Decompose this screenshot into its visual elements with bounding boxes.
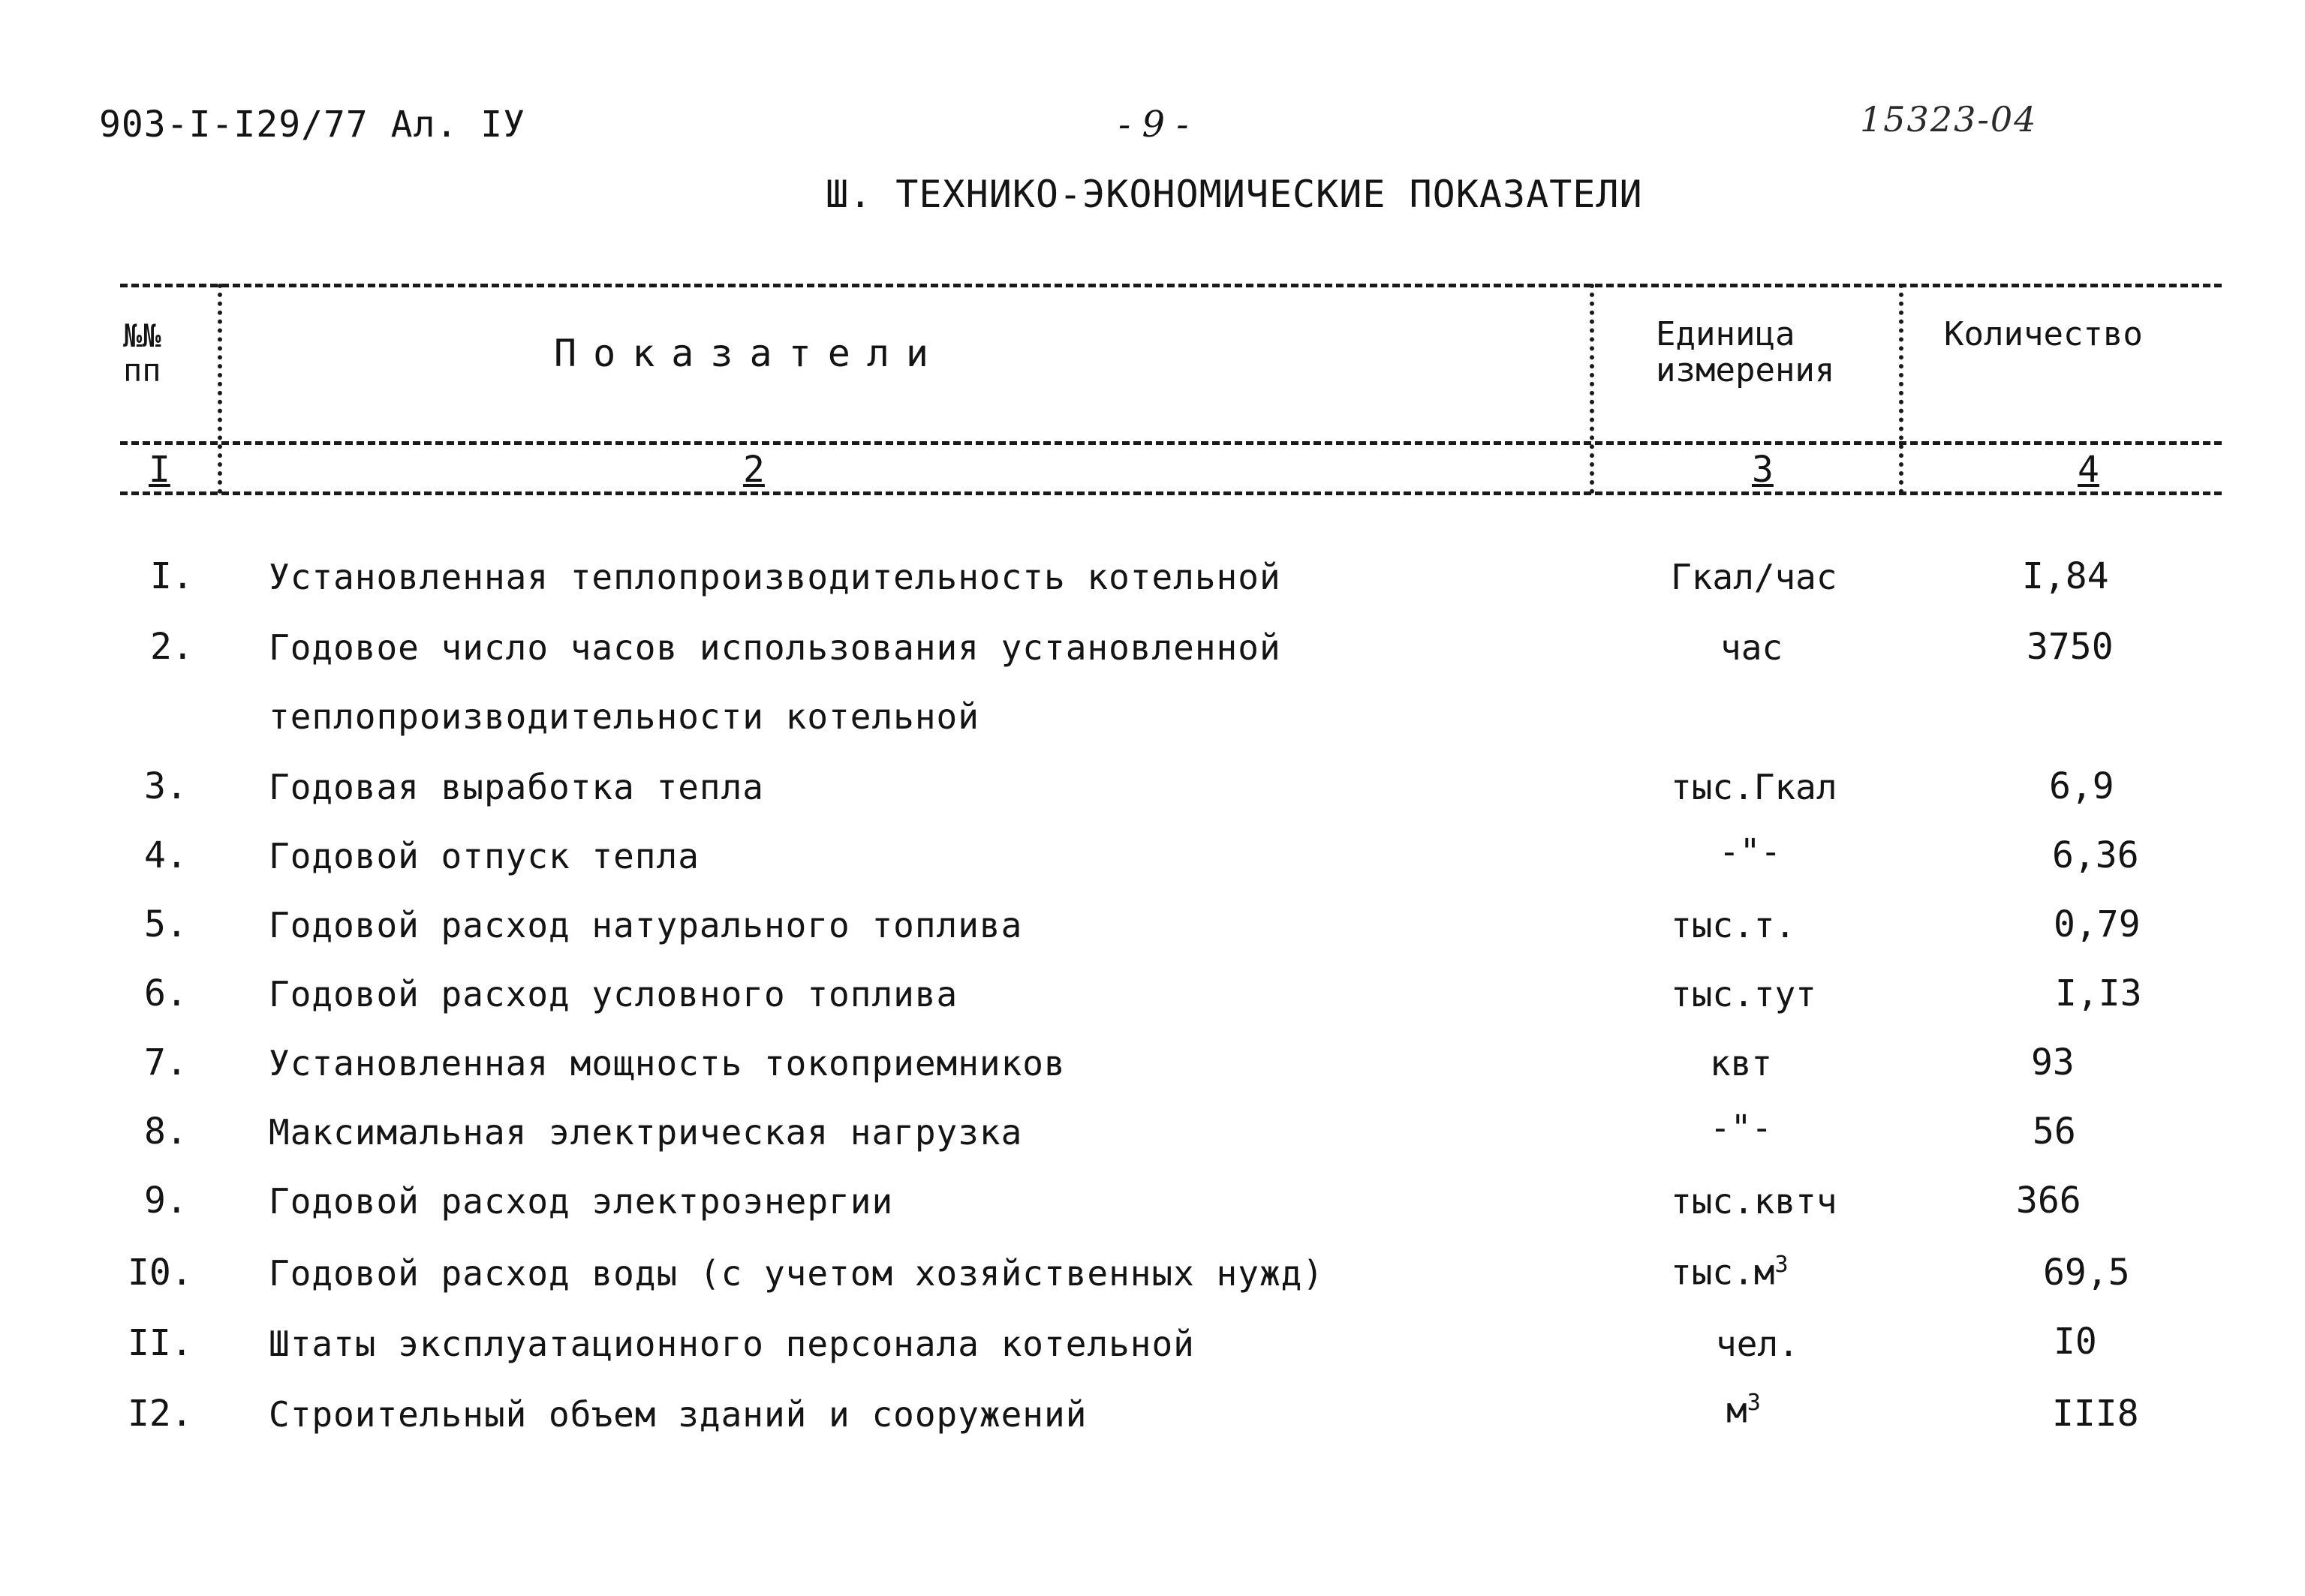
row-indicator: Годовой расход условного топлива: [269, 974, 958, 1014]
row-number: I0.: [128, 1252, 193, 1294]
row-unit: -"-: [1710, 1108, 1773, 1148]
row-unit-text: тыс.м: [1671, 1252, 1775, 1293]
archive-number: 15323-04: [1860, 99, 2038, 140]
row-unit: чел.: [1716, 1324, 1799, 1364]
row-unit: -"-: [1719, 831, 1782, 872]
document-code: 903-I-I29/77 Ал. IУ: [99, 104, 526, 146]
column-number-1: I: [149, 449, 170, 491]
row-quantity: 0,79: [2054, 903, 2141, 945]
column-divider-3: [1899, 284, 1903, 494]
row-indicator: Максимальная электрическая нагрузка: [269, 1112, 1023, 1153]
row-quantity: 56: [2033, 1111, 2076, 1153]
row-number: 9.: [144, 1180, 188, 1222]
column-header-number-line1: №№: [123, 317, 161, 354]
row-quantity: I,I3: [2055, 972, 2142, 1014]
column-header-indicators: Показатели: [554, 332, 946, 375]
row-quantity: 93: [2031, 1041, 2075, 1084]
row-unit: [1726, 1390, 1761, 1430]
row-indicator: Годовой расход натурального топлива: [269, 905, 1023, 945]
row-unit: Гкал/час: [1671, 557, 1837, 597]
section-title: Ш. ТЕХНИКО-ЭКОНОМИЧЕСКИЕ ПОКАЗАТЕЛИ: [826, 173, 1643, 216]
row-indicator: Штаты эксплуатационного персонала котельной: [269, 1324, 1195, 1364]
header-top-rule: [120, 284, 2222, 287]
row-quantity: 69,5: [2043, 1252, 2130, 1294]
row-quantity: 6,9: [2049, 765, 2114, 807]
column-header-unit: [1656, 317, 1834, 389]
row-number: 3.: [144, 765, 188, 807]
row-number: 8.: [144, 1111, 188, 1153]
column-number-4: 4: [2078, 449, 2099, 491]
row-number: II.: [128, 1322, 193, 1364]
row-number: 6.: [144, 972, 188, 1014]
column-divider-1: [218, 284, 222, 494]
row-unit-superscript: 3: [1747, 1390, 1761, 1416]
row-number: 4.: [144, 834, 188, 876]
row-unit: час: [1720, 627, 1783, 668]
column-header-quantity: Количество: [1944, 315, 2143, 353]
row-quantity: 3750: [2027, 626, 2114, 668]
row-unit: квт: [1710, 1043, 1773, 1084]
column-header-unit-line1: Единица: [1656, 315, 1795, 353]
page-number: [1118, 104, 1189, 146]
column-divider-2: [1590, 284, 1594, 494]
row-unit: тыс.тут: [1671, 974, 1816, 1014]
row-quantity: I,84: [2022, 555, 2109, 597]
row-indicator: Годовое число часов использования установленной: [269, 627, 1281, 668]
row-indicator: Строительный объем зданий и сооружений: [269, 1394, 1088, 1435]
row-quantity: 6,36: [2052, 834, 2139, 876]
row-unit-text: м: [1726, 1390, 1747, 1431]
row-unit: тыс.Гкал: [1671, 767, 1837, 807]
row-quantity: I0: [2054, 1321, 2097, 1363]
row-indicator: Установленная мощность токоприемников: [269, 1043, 1066, 1084]
row-indicator: Годовой расход электроэнергии: [269, 1181, 894, 1222]
row-unit-superscript: 3: [1774, 1252, 1789, 1278]
row-indicator-continuation: теплопроизводительности котельной: [269, 696, 979, 737]
row-indicator: Годовой расход воды (с учетом хозяйственных нужд): [269, 1253, 1325, 1294]
column-header-unit-line2: измерения: [1656, 351, 1835, 389]
header-bottom-rule: [120, 491, 2222, 495]
column-header-number: [123, 319, 161, 388]
row-number: I.: [150, 555, 194, 597]
row-number: 2.: [150, 626, 194, 668]
row-quantity: 366: [2016, 1180, 2081, 1222]
column-header-number-line2: пп: [123, 352, 161, 389]
row-indicator: Годовой отпуск тепла: [269, 836, 700, 876]
row-unit: тыс.т.: [1671, 905, 1796, 945]
row-indicator: Установленная теплопроизводительность котельной: [269, 557, 1281, 597]
column-number-3: 3: [1752, 449, 1774, 491]
row-number: I2.: [128, 1393, 193, 1435]
row-quantity: III8: [2052, 1393, 2139, 1435]
row-number: 7.: [144, 1041, 188, 1084]
column-number-2: 2: [743, 449, 765, 491]
header-middle-rule: [120, 441, 2222, 445]
row-unit: [1671, 1252, 1789, 1292]
row-number: 5.: [144, 903, 188, 945]
row-unit: тыс.квтч: [1671, 1181, 1837, 1222]
page-number-text: - 9 -: [1118, 104, 1189, 146]
row-indicator: Годовая выработка тепла: [269, 767, 764, 807]
